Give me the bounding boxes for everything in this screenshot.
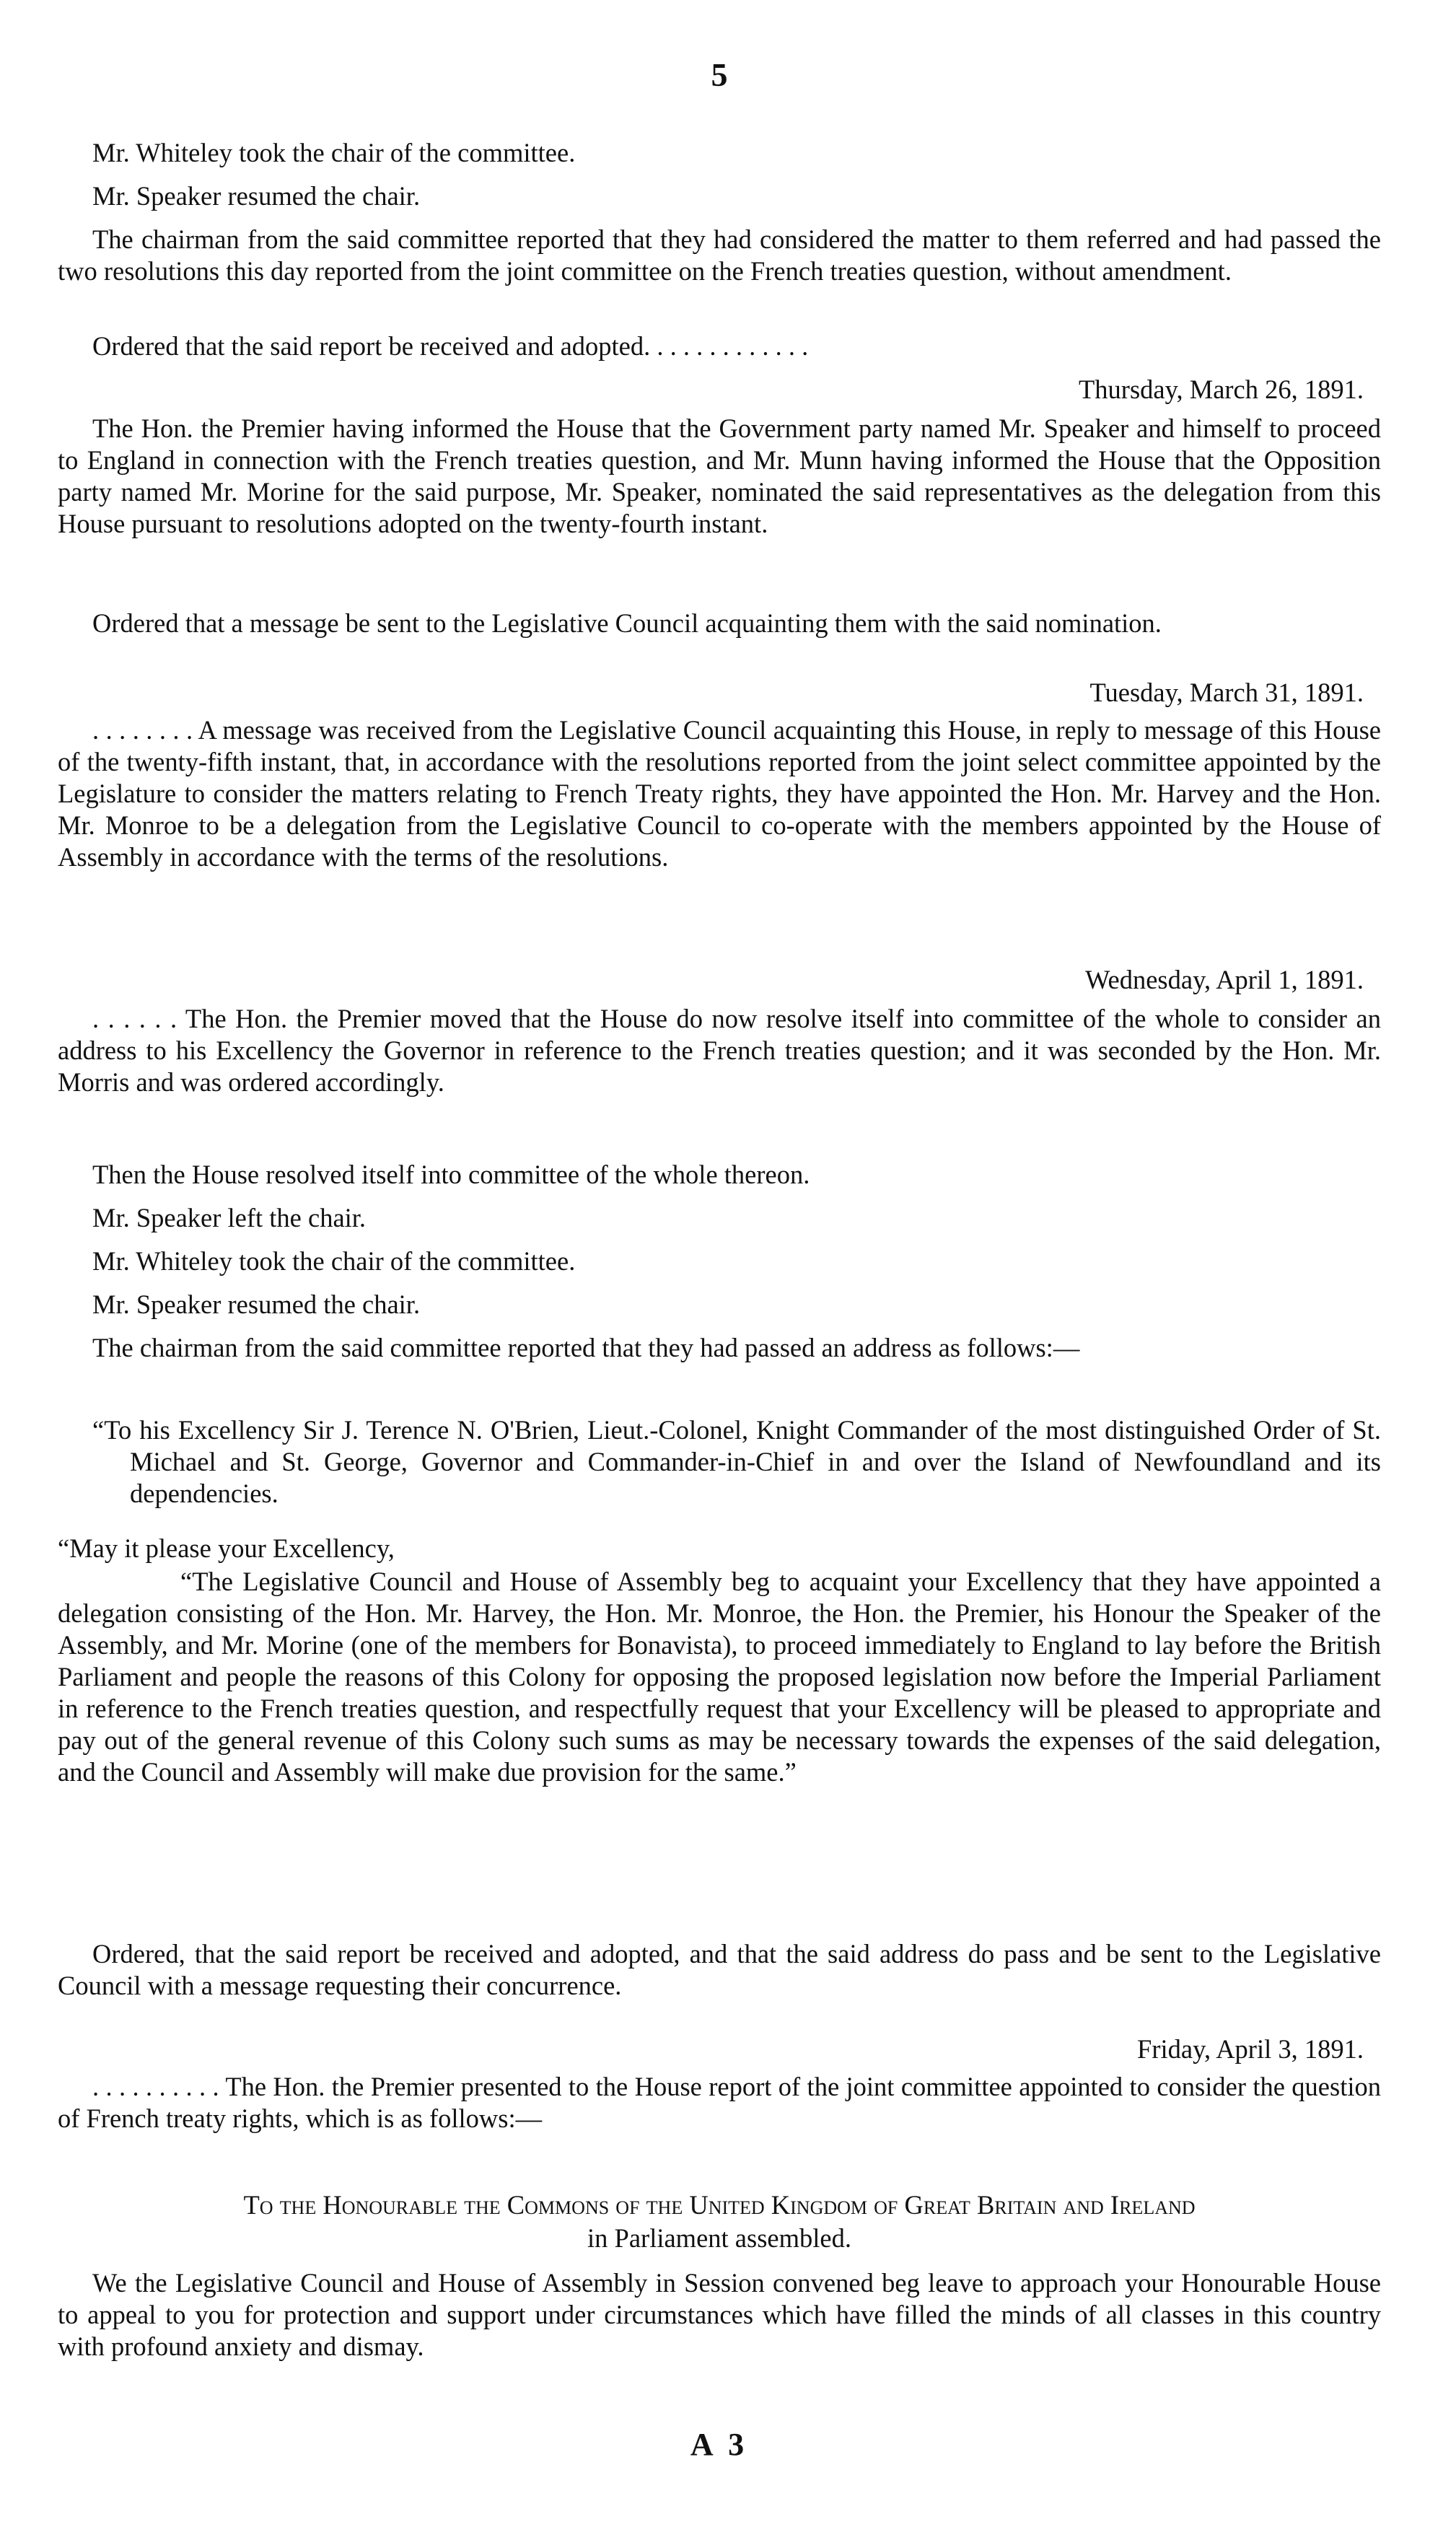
date-heading: Friday, April 3, 1891.: [1137, 2034, 1364, 2064]
address-opening: “May it please your Excellency,: [58, 1533, 395, 1563]
paragraph: Mr. Whiteley took the chair of the committee.: [92, 1246, 576, 1276]
petition-heading: To the Honourable the Commons of the United Kingdom of Great Britain and Ireland: [243, 2190, 1196, 2220]
paragraph: Mr. Speaker resumed the chair.: [92, 1290, 421, 1319]
paragraph: . . . . . . The Hon. the Premier moved that the House do now resolve itself into committee of the whole to consider an address to his Excellency the Governor in reference to the French treaties question; and it was seconded by the Hon. Mr. Morris and was ordered accordingly.: [58, 1004, 1381, 1097]
paragraph: The chairman from the said committee reported that they had considered the matter to them referred and had passed the two resolutions this day reported from the joint committee on the French treaties question, without amendment.: [58, 224, 1381, 286]
petition-heading-line2: in Parliament assembled.: [587, 2223, 851, 2253]
paragraph: Ordered that a message be sent to the Legislative Council acquainting them with the said nomination.: [92, 608, 1162, 638]
date-heading: Thursday, March 26, 1891.: [1079, 375, 1364, 404]
page-number: 5: [711, 56, 728, 93]
paragraph: Mr. Speaker left the chair.: [92, 1203, 367, 1232]
paragraph: Then the House resolved itself into committee of the whole thereon.: [92, 1160, 810, 1189]
date-heading: Wednesday, April 1, 1891.: [1085, 965, 1364, 994]
address-salutation-block: “To his Excellency Sir J. Terence N. O'Brien, Lieut.-Colonel, Knight Commander of the most distinguished Order of St. Michael and St. George, Governor and Commander-in-Chief in and over the Island of Newfoundland and its dependencies.: [92, 1415, 1381, 1508]
paragraph: Ordered, that the said report be received and adopted, and that the said address do pass and be sent to the Legislative Council with a message requesting their concurrence.: [58, 1939, 1381, 2000]
date-heading: Tuesday, March 31, 1891.: [1089, 678, 1364, 707]
paragraph: Ordered that the said report be received and adopted. . . . . . . . . . . . .: [92, 331, 809, 361]
paragraph: . . . . . . . . . . The Hon. the Premier presented to the House report of the joint committee appointed to consider the question of French treaty rights, which is as follows:—: [58, 2072, 1381, 2133]
paragraph: The Hon. the Premier having informed the House that the Government party named Mr. Speaker and himself to proceed to England in connection with the French treaties question, and Mr. Munn having informed the House that the Opposition party named Mr. Morine for the said purpose, Mr. Speaker, nominated the said representatives as the delegation from this House pursuant to resolutions adopted on the twenty-fourth instant.: [58, 413, 1381, 538]
paragraph: . . . . . . . . A message was received from the Legislative Council acquainting this House, in reply to message of this House of the twenty-fifth instant, that, in accordance with the resolutions reported from the joint select committee appointed by the Legislature to consider the matters relating to French Treaty rights, they have appointed the Hon. Mr. Harvey and the Hon. Mr. Monroe to be a delegation from the Legislative Council to co-operate with the members appointed by the House of Assembly in accordance with the terms of the resolutions.: [58, 715, 1381, 872]
paragraph: The chairman from the said committee reported that they had passed an address as follows:—: [92, 1333, 1080, 1362]
paragraph: Mr. Speaker resumed the chair.: [92, 181, 421, 211]
paragraph: We the Legislative Council and House of Assembly in Session convened beg leave to approach your Honourable House to appeal to you for protection and support under circumstances which have filled the minds of all classes in this country with profound anxiety and dismay.: [58, 2268, 1381, 2361]
signature-mark: A 3: [690, 2427, 749, 2462]
paragraph: Mr. Whiteley took the chair of the committee.: [92, 138, 576, 167]
address-body: “The Legislative Council and House of Assembly beg to acquaint your Excellency that they have appointed a delegation consisting of the Hon. Mr. Harvey, the Hon. Mr. Monroe, the Hon. the Premier, his Honour the Speaker of the Assembly, and Mr. Morine (one of the members for Bonavista), to proceed immediately to England to lay before the British Parliament and people the reasons of this Colony for opposing the proposed legislation now before the Imperial Parliament in reference to the French treaties question, and respectfully request that your Excellency will be pleased to appropriate and pay out of the general revenue of this Colony such sums as may be necessary towards the expenses of the said delegation, and the Council and Assembly will make due provision for the same.”: [58, 1567, 1381, 1787]
